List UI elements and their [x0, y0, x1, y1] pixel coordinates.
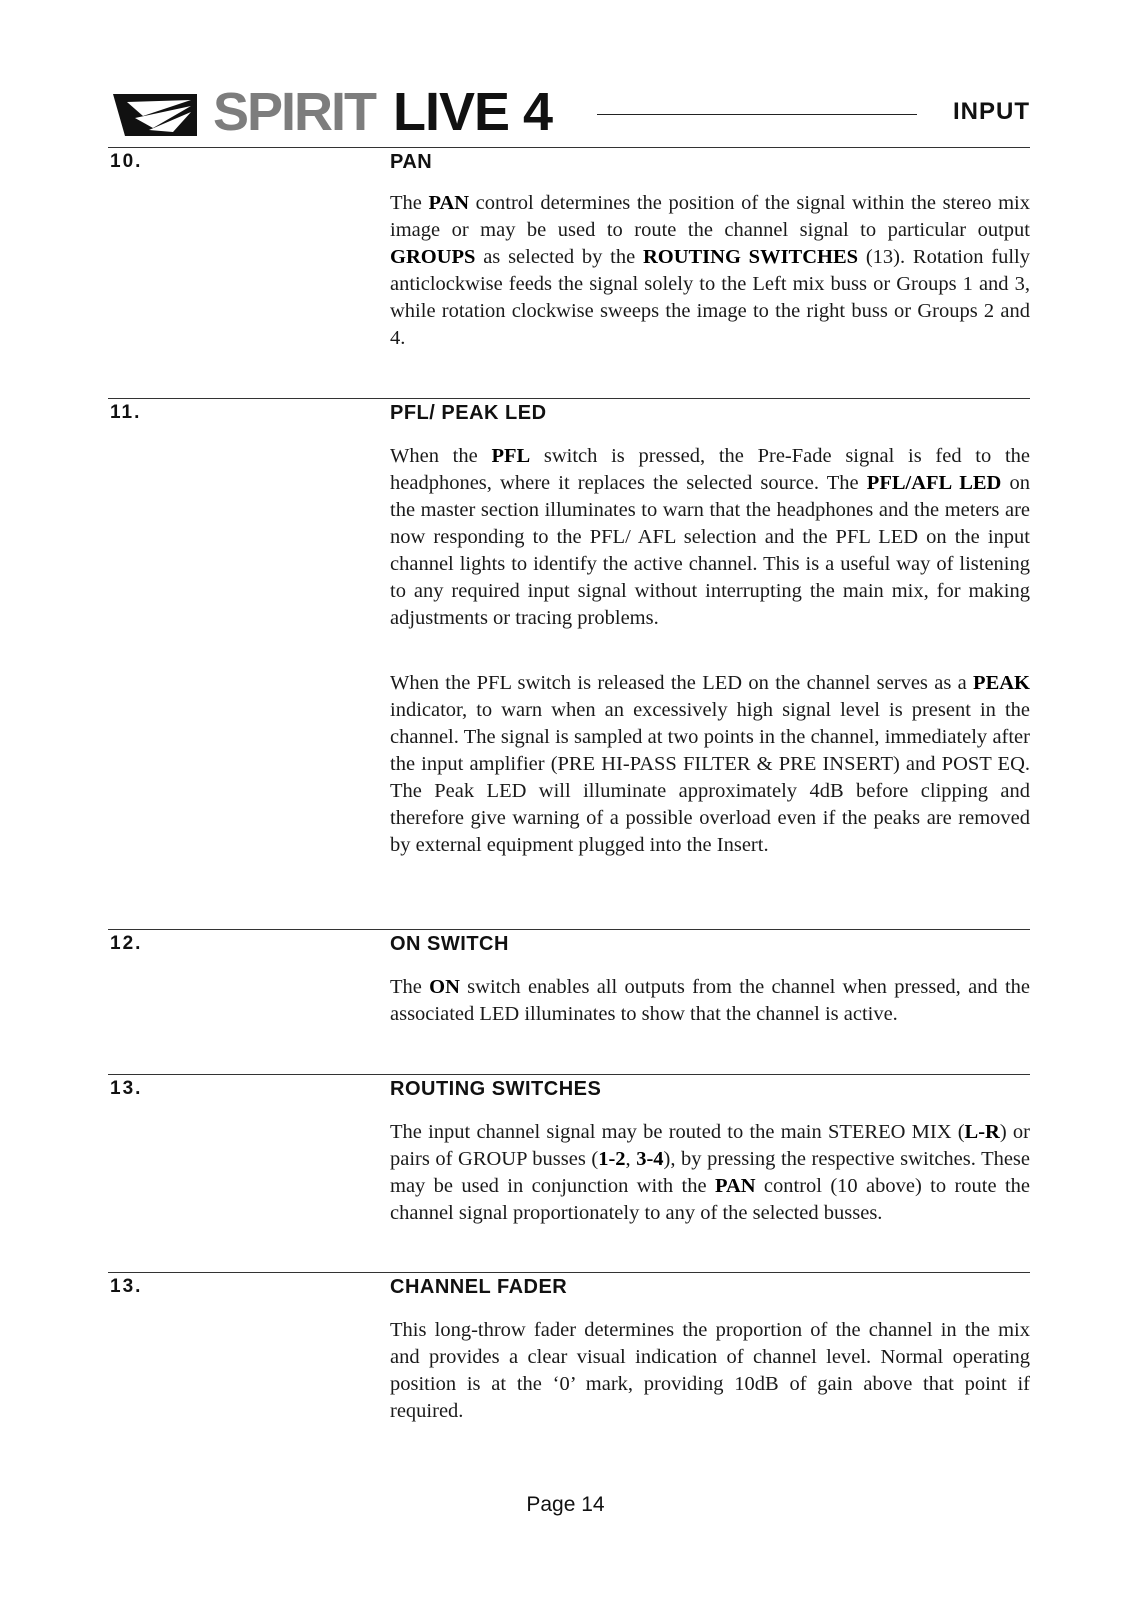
section-pfl-peak-led	[108, 398, 1031, 856]
section-paragraph: The ON switch enables all outputs from the channel when pressed, and the associated LED illuminates to show that the channel is active.	[390, 976, 1030, 1025]
bold-term: L-R	[964, 1121, 1000, 1143]
bold-term: ON	[429, 976, 460, 998]
page-header	[113, 84, 1030, 140]
section-title: INPUT	[953, 98, 1030, 125]
page-number: Page 14	[526, 1493, 605, 1516]
bold-term: PAN	[428, 192, 470, 214]
section-on-switch	[108, 929, 1030, 1025]
bold-term: 1-2	[598, 1148, 626, 1170]
section-paragraph: The input channel signal may be routed to the main STEREO MIX (L-R) or pairs of GROUP busses (1-2, 3-4), by pressing the respective switches. These may be used in conjunction with the PAN control (10 above) to route the channel signal proportionately to any of the selected busses.	[390, 1121, 1031, 1224]
section-heading: PFL/ PEAK LED	[390, 402, 547, 424]
section-number: 11.	[110, 402, 142, 423]
section-pan	[108, 147, 1031, 349]
section-number: 12.	[110, 933, 143, 954]
section-number: 13.	[110, 1078, 143, 1099]
bold-term: PFL	[491, 445, 531, 467]
spirit-logo-icon	[113, 94, 197, 136]
bold-term: ROUTING SWITCHES	[642, 246, 859, 268]
section-paragraph: This long-throw fader determines the proportion of the channel in the mix and provides a clear visual indication of channel level. Normal operating position is at the ‘0’ mark, providing 10dB of gain above that point if required.	[390, 1319, 1030, 1422]
bold-term: PFL/AFL LED	[866, 472, 1002, 494]
section-number: 13.	[110, 1276, 143, 1297]
brand-wordmark	[213, 84, 552, 140]
section-paragraph: When the PFL switch is pressed, the Pre-Fade signal is fed to the headphones, where it replaces the selected source. The PFL/AFL LED on the master section illuminates to warn that the headphones and the meters are now responding to the PFL/ AFL selection and the PFL LED on the input channel lights to identify the active channel. This is a useful way of listening to any required input signal without interrupting the main mix, for making adjustments or tracing problems.	[390, 445, 1031, 629]
bold-term: PEAK	[973, 672, 1030, 694]
section-heading: ON SWITCH	[390, 933, 509, 955]
bold-term: 3-4	[636, 1148, 664, 1170]
section-heading: ROUTING SWITCHES	[390, 1078, 602, 1100]
header-rule	[597, 114, 917, 115]
section-number: 10.	[110, 151, 143, 172]
section-routing-switches	[108, 1074, 1031, 1224]
section-paragraph: When the PFL switch is released the LED on the channel serves as a PEAK indicator, to warn when an excessively high signal level is present in the channel. The signal is sampled at two points in the channel, immediately after the input amplifier (PRE HI-PASS FILTER & PRE INSERT) and POST EQ. The Peak LED will illuminate approximately 4dB before clipping and therefore give warning of a possible overload even if the peaks are removed by external equipment plugged into the Insert.	[390, 672, 1030, 856]
brand-spirit: SPIRIT	[213, 82, 376, 142]
brand-live: LIVE 4	[393, 82, 553, 142]
bold-term: PAN	[714, 1175, 756, 1197]
section-channel-fader	[108, 1272, 1030, 1422]
section-heading: PAN	[390, 151, 433, 173]
section-heading: CHANNEL FADER	[390, 1276, 568, 1298]
section-paragraph: The PAN control determines the position of the signal within the stereo mix image or may be used to route the channel signal to particular output GROUPS as selected by the ROUTING SWITCHES (13). Rotation fully anticlockwise feeds the signal solely to the Left mix buss or Groups 1 and 3, while rotation clockwise sweeps the image to the right buss or Groups 2 and 4.	[390, 192, 1031, 349]
bold-term: GROUPS	[390, 246, 476, 268]
